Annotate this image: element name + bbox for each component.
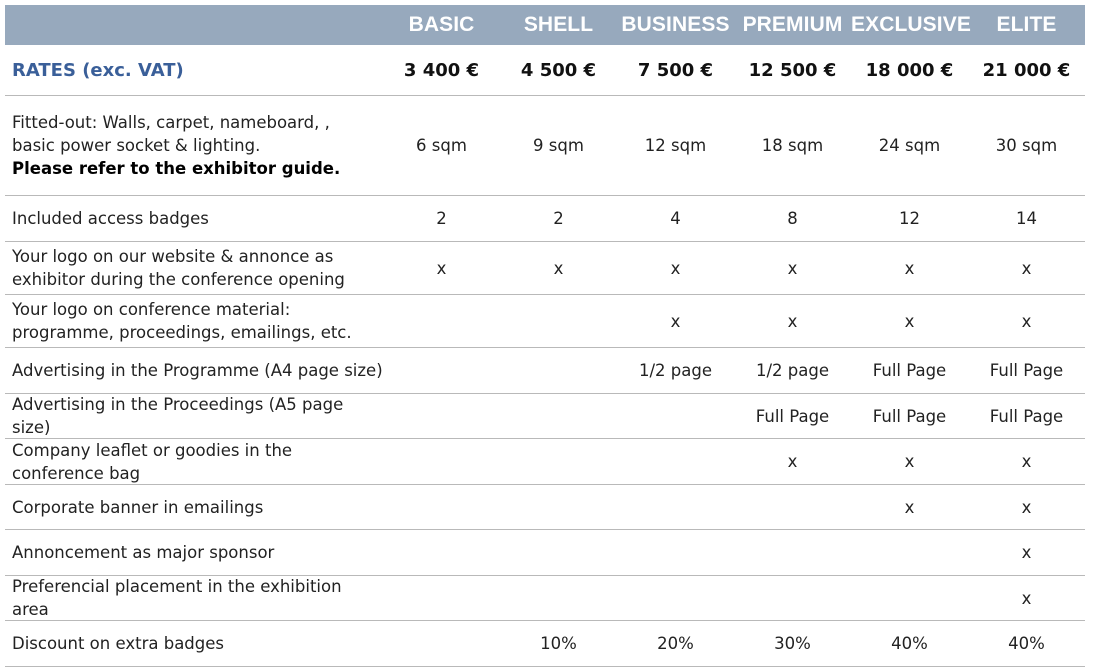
table-row <box>5 485 1085 530</box>
row-label <box>5 359 383 382</box>
table-cell: Full Page <box>872 406 947 426</box>
table-cell: x <box>904 452 915 471</box>
row-label-line: Preferencial placement in the exhibition area <box>12 577 342 619</box>
rate-cell: 21 000 € <box>982 59 1071 81</box>
table-cell: 6 sqm <box>416 136 467 155</box>
table-cell: x <box>553 258 564 278</box>
table-cell: x <box>670 258 681 278</box>
table-row <box>5 242 1085 295</box>
table-cell: x <box>1021 588 1032 608</box>
table-row <box>5 196 1085 242</box>
table-cell: x <box>1021 311 1032 331</box>
table-row <box>5 439 1085 485</box>
row-label <box>5 575 383 621</box>
table-cell: 1/2 page <box>638 361 712 380</box>
row-label <box>5 245 383 291</box>
table-cell: 1/2 page <box>755 361 829 380</box>
rate-cell: 18 000 € <box>865 59 954 81</box>
row-label-line: Corporate banner in emailings <box>12 497 264 517</box>
table-cell: 2 <box>436 209 447 228</box>
row-label-line: Your logo on our website & annonce as <box>12 247 334 266</box>
row-label-line: basic power socket & lighting. <box>12 136 261 155</box>
header-shell: SHELL <box>523 13 594 36</box>
row-label-line: exhibitor during the conference opening <box>12 270 345 289</box>
table-row <box>5 394 1085 439</box>
header-basic: BASIC <box>408 13 475 36</box>
row-label-line: programme, proceedings, emailings, etc. <box>12 323 352 342</box>
table-cell: Full Page <box>989 361 1064 380</box>
pricing-table <box>5 5 1085 667</box>
table-row <box>5 621 1085 667</box>
row-label <box>5 207 383 230</box>
table-cell: 12 sqm <box>644 136 707 155</box>
rate-cell: 12 500 € <box>748 59 837 81</box>
table-cell: 2 <box>553 209 564 228</box>
table-cell: 8 <box>787 209 798 228</box>
table-cell: Full Page <box>989 406 1064 426</box>
table-cell: Full Page <box>872 361 947 380</box>
row-label-line: Your logo on conference material: <box>12 300 291 319</box>
row-label-line: Discount on extra badges <box>12 634 224 653</box>
table-cell: 40% <box>1008 634 1045 653</box>
row-label-line: Advertising in the Proceedings (A5 page size) <box>12 395 344 437</box>
table-cell: 20% <box>657 634 694 653</box>
table-cell: x <box>1021 497 1032 517</box>
table-cell: x <box>1021 452 1032 471</box>
header-elite: ELITE <box>996 13 1057 36</box>
row-label <box>5 111 383 180</box>
table-cell: x <box>1021 258 1032 278</box>
table-cell: x <box>787 452 798 471</box>
header-business: BUSINESS <box>621 13 730 36</box>
table-row <box>5 530 1085 576</box>
table-cell: x <box>904 258 915 278</box>
header-exclusive: EXCLUSIVE <box>851 13 971 36</box>
table-cell: 30 sqm <box>995 136 1058 155</box>
table-row <box>5 348 1085 394</box>
table-cell: 14 <box>1016 209 1037 228</box>
table-cell: 12 <box>899 209 920 228</box>
row-label-line: Advertising in the Programme (A4 page size) <box>12 361 383 380</box>
table-cell: 4 <box>670 209 681 228</box>
rate-cell: 4 500 € <box>520 59 597 81</box>
row-label-line: Included access badges <box>12 209 209 228</box>
rates-row <box>5 45 1085 96</box>
table-cell: x <box>1021 543 1032 562</box>
header-row <box>5 5 1085 45</box>
header-premium: PREMIUM <box>742 13 843 36</box>
table-cell: 40% <box>891 634 928 653</box>
table-cell: x <box>904 497 915 517</box>
table-cell: 18 sqm <box>761 136 824 155</box>
row-label-line: Fitted-out: Walls, carpet, nameboard, , <box>12 113 330 132</box>
rate-cell: 7 500 € <box>637 59 714 81</box>
table-row <box>5 295 1085 348</box>
table-row <box>5 576 1085 621</box>
table-cell: x <box>787 258 798 278</box>
row-label-note: Please refer to the exhibitor guide. <box>12 159 341 178</box>
table-cell: x <box>436 258 447 278</box>
row-label-line: Company leaflet or goodies in the conference bag <box>12 440 293 483</box>
row-label <box>5 632 383 655</box>
row-label <box>5 393 383 439</box>
table-body <box>5 96 1085 667</box>
table-cell: 24 sqm <box>878 136 941 155</box>
row-label <box>5 496 383 519</box>
table-cell: x <box>787 311 798 331</box>
table-row <box>5 96 1085 196</box>
table-cell: 10% <box>540 634 577 653</box>
table-cell: 9 sqm <box>533 136 584 155</box>
table-cell: 30% <box>774 634 811 653</box>
row-label <box>5 541 383 564</box>
row-label <box>5 298 383 344</box>
table-cell: Full Page <box>755 406 830 426</box>
rates-label: RATES (exc. VAT) <box>12 59 184 81</box>
rate-cell: 3 400 € <box>403 59 480 81</box>
table-cell: x <box>904 311 915 331</box>
table-cell: x <box>670 311 681 331</box>
row-label-line: Annoncement as major sponsor <box>12 543 275 562</box>
row-label <box>5 439 383 485</box>
